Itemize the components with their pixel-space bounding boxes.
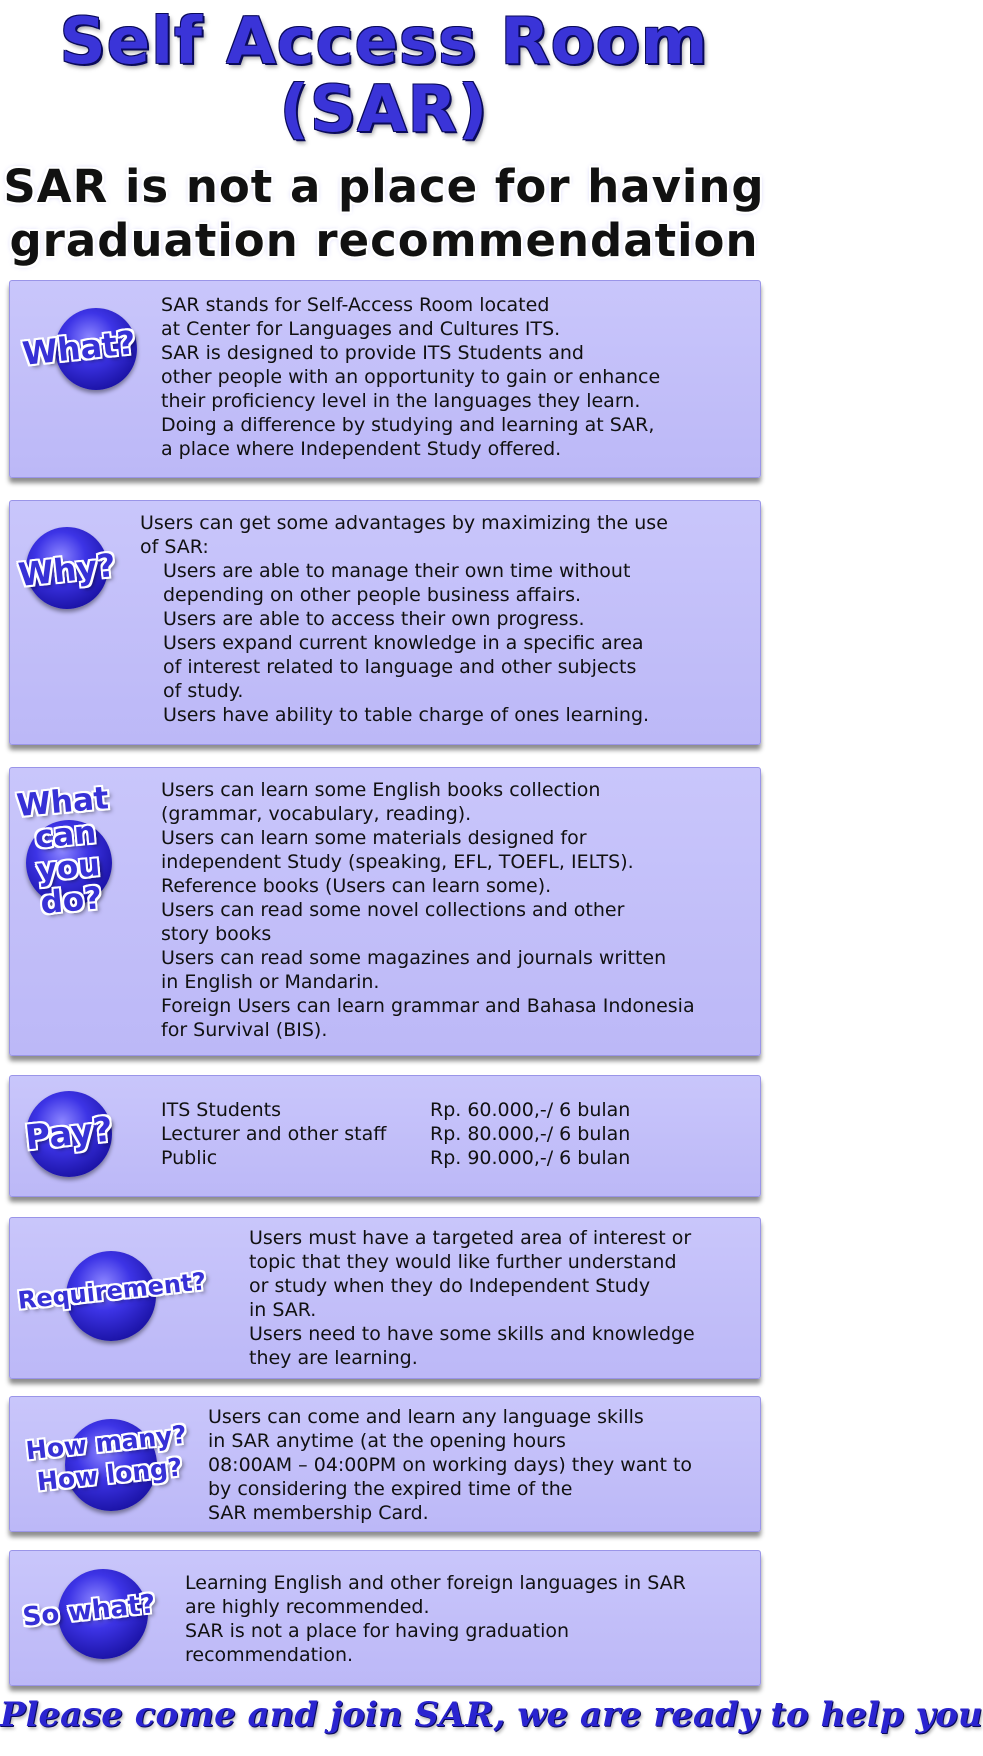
table-row: Public Rp. 90.000,-/ 6 bulan (161, 1147, 631, 1169)
list-item: Users need to have some skills and knowledge they are learning. (249, 1323, 695, 1369)
pay-table (138, 1098, 738, 1170)
list-item: Doing a difference by studying and learning at SAR, a place where Independent Study offered. (161, 414, 655, 460)
pay-panel (9, 1075, 761, 1197)
list-item: Users can learn some materials designed for independent Study (speaking, EFL, TOEFL, IELTS). (161, 827, 634, 873)
table-row: ITS Students Rp. 60.000,-/ 6 bulan (161, 1099, 631, 1121)
requirement-panel (9, 1217, 761, 1379)
list-item: Users are able to manage their own time without depending on other people business affairs. (163, 560, 631, 606)
list-item: Users expand current knowledge in a specific area of interest related to language and other subjects of study. (163, 632, 644, 702)
what-can-you-do-body (138, 778, 695, 1042)
what-panel (9, 280, 761, 478)
what-can-you-do-panel (9, 767, 761, 1056)
list-item: Users must have a targeted area of interest or topic that they would like further understand or study when they do Independent Study in SAR. (249, 1227, 692, 1321)
what-can-you-do-label: What can you do? (15, 780, 111, 922)
list-item: Foreign Users can learn grammar and Bahasa Indonesia for Survival (BIS). (161, 995, 695, 1041)
subtitle-line-2: graduation recommendation (9, 214, 759, 267)
list-item: SAR is designed to provide ITS Students and other people with an opportunity to gain or enhance their proficiency level in the languages they learn. (161, 342, 661, 412)
list-item: Users can read some novel collections and other story books (161, 899, 625, 945)
page-title-acronym: (SAR) (279, 73, 489, 147)
how-long-label: How many? How long? (24, 1419, 189, 1497)
list-item: Users can learn some English books collection (grammar, vocabulary, reading). (161, 779, 601, 825)
why-body: Users can get some advantages by maximizing the use of SAR: Users are able to manage their own time without depending on other people business affairs. Users are able to access their own progress. Users expand current knowledge in a specific area of interest related to language and other subjects of study. Users have ability to table charge of ones learning. (140, 512, 668, 726)
so-what-body (162, 1571, 686, 1667)
footer-tagline: Please come and join SAR, we are ready to help you (0, 1695, 983, 1735)
page-title: Self Access Room (59, 5, 709, 79)
list-item: SAR is not a place for having graduation recommendation. (185, 1620, 570, 1666)
what-body (138, 293, 660, 461)
how-long-panel (9, 1396, 761, 1532)
list-item: Users are able to access their own progress. (163, 608, 585, 630)
requirement-label: Requirement? (16, 1267, 208, 1315)
so-what-label: So what? (21, 1589, 157, 1633)
list-item: Users have ability to table charge of ones learning. (163, 704, 650, 726)
why-label: Why? (16, 546, 118, 594)
list-item: SAR stands for Self-Access Room located at Center for Languages and Cultures ITS. (161, 294, 561, 340)
pay-label: Pay? (23, 1109, 115, 1159)
why-panel (9, 500, 761, 745)
why-intro: Users can get some advantages by maximizing the use (140, 512, 668, 534)
list-item: Reference books (Users can learn some). (161, 875, 552, 897)
table-row: Lecturer and other staff Rp. 80.000,-/ 6 bulan (161, 1123, 631, 1145)
list-item: Users can read some magazines and journals written in English or Mandarin. (161, 947, 667, 993)
how-long-body: Users can come and learn any language skills in SAR anytime (at the opening hours 08:00AM – 04:00PM on working days) they want to by considering the expired time of the SAR membership Card. (208, 1406, 693, 1524)
requirement-body (226, 1226, 695, 1370)
list-item: Learning English and other foreign languages in SAR are highly recommended. (185, 1572, 686, 1618)
so-what-panel (9, 1550, 761, 1686)
subtitle-line-1: SAR is not a place for having (3, 160, 765, 213)
what-label: What? (20, 323, 138, 373)
